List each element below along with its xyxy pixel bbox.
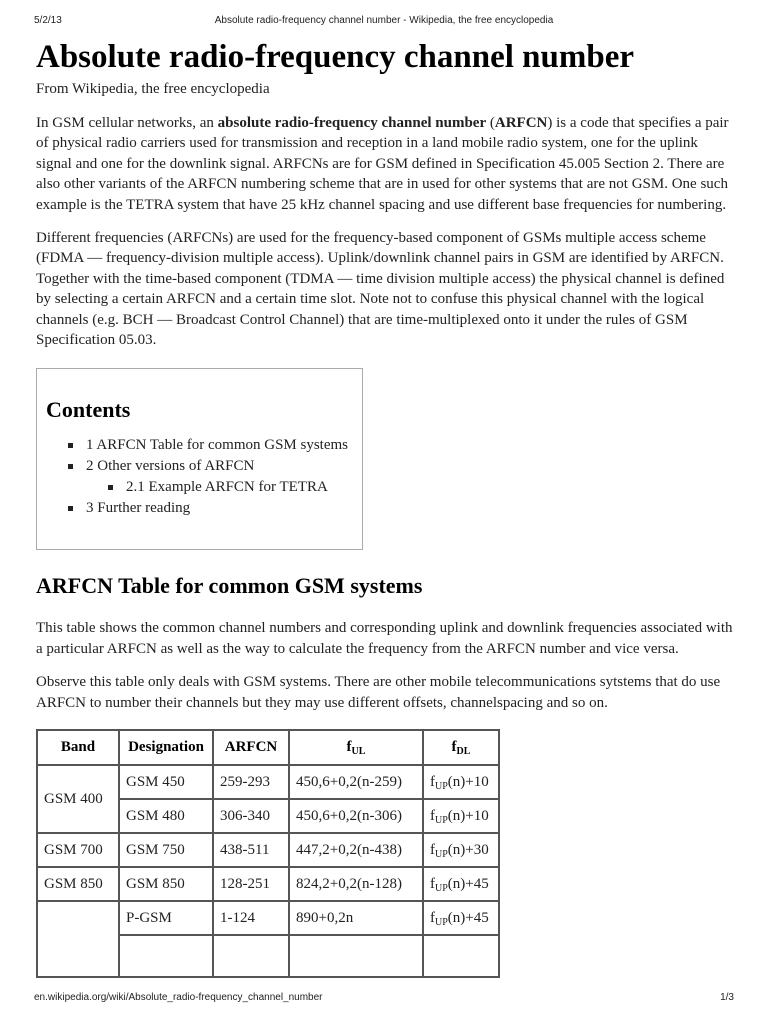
cell-band: GSM 400 — [37, 765, 119, 833]
table-row — [37, 901, 499, 935]
intro-paragraph — [36, 113, 736, 215]
cell-designation: P-GSM — [119, 901, 213, 935]
toc-item[interactable]: 1 ARFCN Table for common GSM systems — [46, 435, 352, 456]
cell-arfcn: 306-340 — [213, 799, 289, 833]
article-content — [36, 35, 736, 978]
print-footer — [34, 992, 734, 1008]
cell-designation — [119, 935, 213, 977]
table-row — [37, 867, 499, 901]
toc-item[interactable]: 3 Further reading — [46, 498, 352, 519]
cell-ful: 447,2+0,2(n-438) — [289, 833, 423, 867]
cell-ful — [289, 935, 423, 977]
cell-ful: 890+0,2n — [289, 901, 423, 935]
cell-fdl — [423, 935, 499, 977]
section-paragraph-1: This table shows the common channel numbers and corresponding uplink and downlink frequencies associated with a particular ARFCN as well as the way to calculate the frequency from the ARFCN number and vice versa. — [36, 620, 733, 657]
col-header-designation: Designation — [119, 730, 213, 765]
table-of-contents — [36, 368, 363, 550]
intro-bold-abbr: ARFCN — [494, 115, 548, 131]
cell-ful: 450,6+0,2(n-306) — [289, 799, 423, 833]
cell-arfcn — [213, 935, 289, 977]
intro-text-mid: ( — [486, 115, 495, 131]
intro-text-after: ) is a code that specifies a pair of physical radio carriers used for transmission and reception in a land mobile radio system, one for the uplink signal and one for the downlink signal. ARFCNs are for GSM defined in Specification 45.005 Section 2. There are also other variants of the ARFCN numbering scheme that are in used for other systems that are not GSM. One such example is the TETRA system that have 25 kHz channel spacing and use different base frequencies for numbering. — [36, 115, 729, 213]
page-title: Absolute radio-frequency channel number — [36, 39, 634, 75]
table-row — [37, 765, 499, 799]
cell-fdl: $f_{UP}(n)+45$ — [423, 867, 499, 901]
cell-designation: GSM 480 — [119, 799, 213, 833]
cell-designation: GSM 750 — [119, 833, 213, 867]
print-date: 5/2/13 — [34, 15, 62, 26]
col-header-ful: $f_{UL}$ — [289, 730, 423, 765]
print-url: en.wikipedia.org/wiki/Absolute_radio-frequency_channel_number — [34, 992, 323, 1003]
toc-subitem[interactable]: 2.1 Example ARFCN for TETRA — [46, 477, 352, 498]
intro-text-before: In GSM cellular networks, an — [36, 115, 218, 131]
cell-designation: GSM 850 — [119, 867, 213, 901]
toc-item[interactable]: 2 Other versions of ARFCN — [46, 456, 352, 477]
cell-band — [37, 901, 119, 977]
toc-list — [46, 435, 352, 519]
cell-designation: GSM 450 — [119, 765, 213, 799]
cell-fdl: $f_{UP}(n)+45$ — [423, 901, 499, 935]
table-header-row — [37, 730, 499, 765]
toc-heading: Contents — [46, 397, 131, 423]
cell-arfcn: 128-251 — [213, 867, 289, 901]
section-paragraph-2: Observe this table only deals with GSM systems. There are other mobile telecommunications sytstems that do use ARFCN to number their channels but they may use different offsets, channelspacing and so on. — [36, 674, 721, 711]
cell-band: GSM 850 — [37, 867, 119, 901]
col-header-fdl: $f_{DL}$ — [423, 730, 499, 765]
print-page-number: 1/3 — [720, 992, 734, 1003]
cell-band: GSM 700 — [37, 833, 119, 867]
cell-fdl: $f_{UP}(n)+30$ — [423, 833, 499, 867]
col-header-arfcn: ARFCN — [213, 730, 289, 765]
cell-arfcn: 1-124 — [213, 901, 289, 935]
print-header — [34, 15, 734, 33]
print-page-title: Absolute radio-frequency channel number - Wikipedia, the free encyclopedia — [214, 15, 554, 26]
table-row — [37, 833, 499, 867]
cell-fdl: $f_{UP}(n)+10$ — [423, 799, 499, 833]
section-heading-arfcn-table: ARFCN Table for common GSM systems — [36, 573, 423, 599]
cell-arfcn: 259-293 — [213, 765, 289, 799]
arfcn-table — [36, 729, 500, 978]
cell-ful: 824,2+0,2(n-128) — [289, 867, 423, 901]
body-paragraph-2: Different frequencies (ARFCNs) are used for the frequency-based component of GSMs multiple access scheme (FDMA — frequency-division multiple access). Uplink/downlink channel pairs in GSM are identified by ARFCN. Together with the time-based component (TDMA — time division multiple access) the physical channel is defined by selecting a certain ARFCN and a certain time slot. Note not to confuse this physical channel with the logical channels (e.g. BCH — Broadcast Control Channel) that are time-multiplexed onto it under the rules of GSM Specification 05.03. — [36, 230, 725, 349]
cell-arfcn: 438-511 — [213, 833, 289, 867]
intro-bold-term: absolute radio-frequency channel number — [217, 115, 487, 131]
col-header-band: Band — [37, 730, 119, 765]
site-subtitle: From Wikipedia, the free encyclopedia — [36, 81, 270, 97]
cell-fdl: $f_{UP}(n)+10$ — [423, 765, 499, 799]
cell-ful: 450,6+0,2(n-259) — [289, 765, 423, 799]
